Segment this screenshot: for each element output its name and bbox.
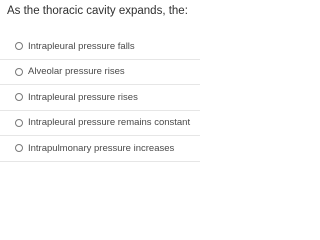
answer-option[interactable] — [0, 34, 200, 60]
question-text: As the thoracic cavity expands, the: — [7, 5, 188, 17]
answer-option-label: Intrapleural pressure remains constant — [28, 117, 191, 129]
answer-option-label: Intrapleural pressure rises — [28, 91, 138, 103]
answer-option-label: Intrapulmonary pressure increases — [28, 142, 175, 154]
answer-options-list — [0, 34, 200, 162]
answer-option-label: Intrapleural pressure falls — [28, 40, 135, 52]
radio-button-icon[interactable] — [15, 144, 23, 152]
radio-button-icon[interactable] — [15, 68, 23, 76]
answer-option[interactable] — [0, 111, 200, 137]
radio-button-icon[interactable] — [15, 119, 23, 127]
answer-option-label: Alveolar pressure rises — [28, 66, 125, 78]
radio-button-icon[interactable] — [15, 93, 23, 101]
quiz-question-card — [0, 0, 200, 160]
answer-option[interactable] — [0, 136, 200, 162]
answer-option[interactable] — [0, 85, 200, 111]
answer-option[interactable] — [0, 60, 200, 86]
radio-button-icon[interactable] — [15, 42, 23, 50]
